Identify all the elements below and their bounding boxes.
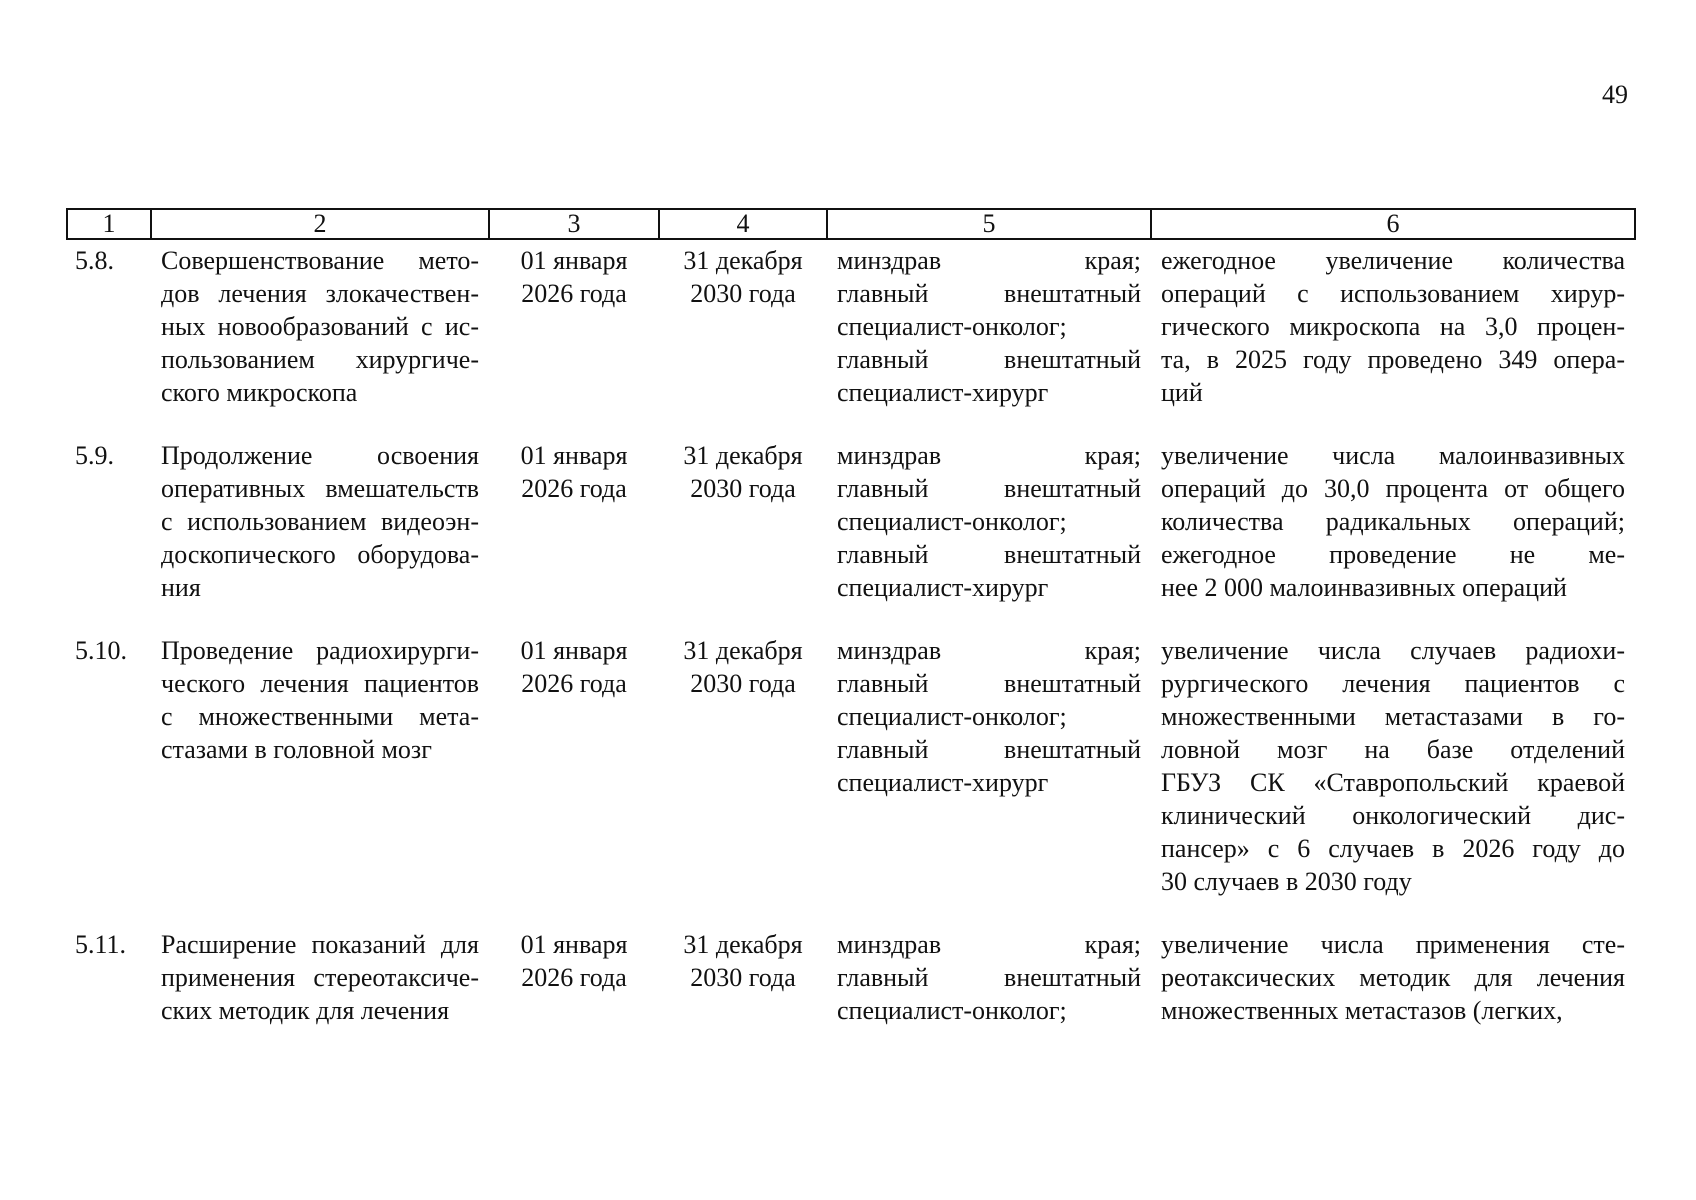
measure-number-cell [67,239,151,409]
responsible-executor-cell [827,239,1151,409]
start-date-line: 2026 года [521,669,627,698]
end-date-line: 2030 года [690,474,796,503]
expected-result-line: увеличение числа случаев радиохи- [1161,636,1625,665]
table-row [67,924,1635,1027]
start-date-line: 01 января [520,246,628,275]
expected-result-line: нее 2 000 малоинвазивных операций [1161,573,1567,602]
responsible-executor-line: главный внештатный [837,735,1141,764]
table-row [67,435,1635,604]
column-number-header [67,209,1635,239]
table-row [67,630,1635,898]
responsible-executor-line: специалист-хирург [837,768,1049,797]
end-date-cell [659,924,827,1027]
responsible-executor-line: минздрав края; [837,930,1141,959]
expected-result-line: реотаксических методик для лечения [1161,963,1625,992]
end-date-line: 31 декабря [683,930,803,959]
measure-title-line: Проведение радиохирурги- [161,636,479,665]
expected-result-line: ловной мозг на базе отделений [1161,735,1625,764]
end-date-line: 2030 года [690,963,796,992]
end-date-line: 2030 года [690,669,796,698]
expected-result-line: ежегодное увеличение количества [1161,246,1625,275]
measure-number-cell [67,924,151,1027]
measure-title-line: ных новообразований с ис- [161,312,479,341]
responsible-executor-line: главный внештатный [837,345,1141,374]
expected-result-line: гического микроскопа на 3,0 процен- [1161,312,1625,341]
expected-result-line: ежегодное проведение не ме- [1161,540,1625,569]
column-header: 6 [1151,209,1635,239]
end-date-cell [659,630,827,898]
responsible-executor-line: специалист-онколог; [837,702,1067,731]
responsible-executor-line: специалист-хирург [837,573,1049,602]
expected-result-line: увеличение числа применения сте- [1161,930,1625,959]
expected-result-line: увеличение числа малоинвазивных [1161,441,1625,470]
row-spacer [67,604,1635,630]
expected-result-line: ций [1161,378,1203,407]
measure-title-line: Расширение показаний для [161,930,479,959]
column-header: 4 [659,209,827,239]
measure-title-line: ния [161,573,201,602]
expected-result-line: клинический онкологический дис- [1161,801,1625,830]
measure-title-line: с использованием видеоэн- [161,507,479,536]
expected-result-line: пансер» с 6 случаев в 2026 году до [1161,834,1625,863]
responsible-executor-line: главный внештатный [837,279,1141,308]
row-spacer-cell [67,604,1635,630]
expected-result-line: множественных метастазов (легких, [1161,996,1563,1025]
expected-result-cell [1151,924,1635,1027]
measure-title-line: дов лечения злокачествен- [161,279,479,308]
start-date-line: 2026 года [521,279,627,308]
end-date-line: 31 декабря [683,441,803,470]
expected-result-line: рургического лечения пациентов с [1161,669,1625,698]
expected-result-cell [1151,435,1635,604]
end-date-line: 31 декабря [683,246,803,275]
measure-title-cell [151,435,489,604]
expected-result-line: количества радикальных операций; [1161,507,1625,536]
table-body [67,239,1635,1027]
column-header: 1 [67,209,151,239]
measure-title-line: оперативных вмешательств [161,474,479,503]
measure-title-cell [151,630,489,898]
expected-result-cell [1151,239,1635,409]
responsible-executor-line: главный внештатный [837,669,1141,698]
column-header: 2 [151,209,489,239]
end-date-cell [659,239,827,409]
responsible-executor-line: специалист-хирург [837,378,1049,407]
column-header: 5 [827,209,1151,239]
responsible-executor-line: минздрав края; [837,246,1141,275]
measure-title-cell [151,239,489,409]
start-date-cell [489,630,659,898]
expected-result-line: множественными метастазами в го- [1161,702,1625,731]
row-spacer-cell [67,898,1635,924]
measure-title-line: Продолжение освоения [161,441,479,470]
page-number: 49 [1602,80,1628,109]
measure-number: 5.9. [75,441,114,470]
start-date-cell [489,239,659,409]
responsible-executor-line: главный внештатный [837,540,1141,569]
start-date-line: 01 января [520,636,628,665]
expected-result-line: операций с использованием хирур- [1161,279,1625,308]
measures-table [66,208,1636,1027]
measure-title-line: ского микроскопа [161,378,358,407]
start-date-cell [489,435,659,604]
table-row [67,239,1635,409]
start-date-cell [489,924,659,1027]
responsible-executor-cell [827,435,1151,604]
expected-result-line: 30 случаев в 2030 году [1161,867,1412,896]
responsible-executor-line: минздрав края; [837,441,1141,470]
measure-number-cell [67,435,151,604]
measure-number-cell [67,630,151,898]
row-spacer-cell [67,409,1635,435]
start-date-line: 2026 года [521,474,627,503]
measure-title-line: с множественными мета- [161,702,479,731]
measure-title-line: ческого лечения пациентов [161,669,479,698]
expected-result-cell [1151,630,1635,898]
row-spacer [67,898,1635,924]
end-date-line: 2030 года [690,279,796,308]
column-header: 3 [489,209,659,239]
start-date-line: 2026 года [521,963,627,992]
expected-result-line: та, в 2025 году проведено 349 опера- [1161,345,1625,374]
responsible-executor-line: специалист-онколог; [837,507,1067,536]
responsible-executor-cell [827,924,1151,1027]
end-date-cell [659,435,827,604]
measure-number: 5.11. [75,930,127,959]
end-date-line: 31 декабря [683,636,803,665]
measure-title-line: стазами в головной мозг [161,735,432,764]
responsible-executor-line: специалист-онколог; [837,312,1067,341]
measure-title-line: применения стереотаксиче- [161,963,479,992]
row-spacer [67,409,1635,435]
measure-title-line: доскопического оборудова- [161,540,479,569]
responsible-executor-line: главный внештатный [837,963,1141,992]
start-date-line: 01 января [520,930,628,959]
measure-title-cell [151,924,489,1027]
expected-result-line: ГБУЗ СК «Ставропольский краевой [1161,768,1625,797]
measure-title-line: ских методик для лечения [161,996,450,1025]
responsible-executor-line: главный внештатный [837,474,1141,503]
measure-number: 5.8. [75,246,114,275]
expected-result-line: операций до 30,0 процента от общего [1161,474,1625,503]
measure-number: 5.10. [75,636,127,665]
measure-title-line: Совершенствование мето- [161,246,479,275]
measure-title-line: пользованием хирургиче- [161,345,479,374]
responsible-executor-line: минздрав края; [837,636,1141,665]
start-date-line: 01 января [520,441,628,470]
responsible-executor-line: специалист-онколог; [837,996,1067,1025]
responsible-executor-cell [827,630,1151,898]
